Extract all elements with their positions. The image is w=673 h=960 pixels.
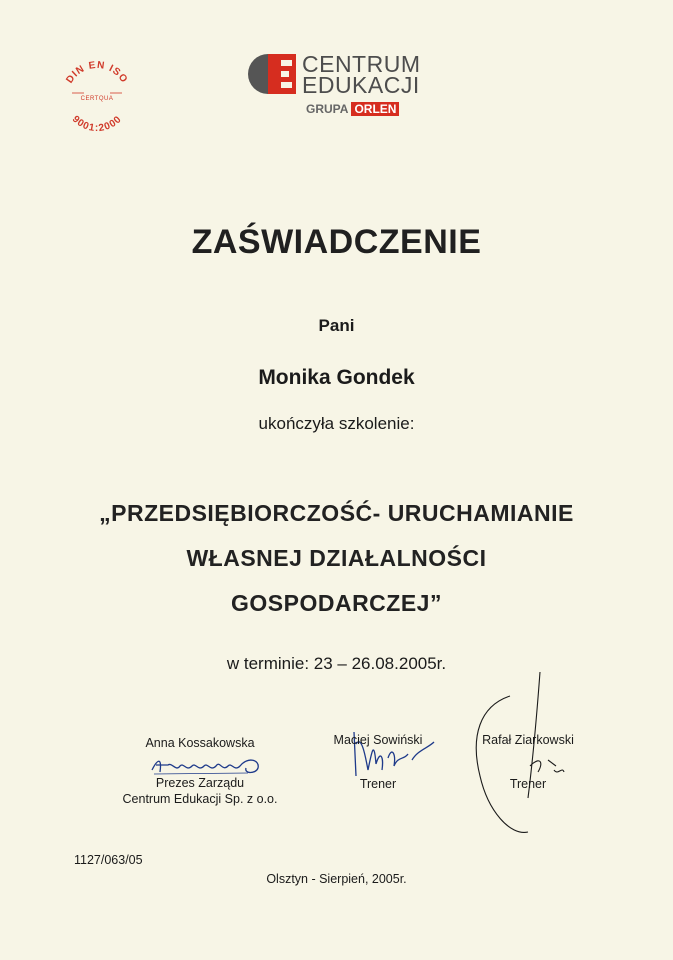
seal-middle-text: CERTQUA xyxy=(80,96,114,102)
logo-text-centrum: CENTRUM xyxy=(302,51,421,77)
salutation: Pani xyxy=(318,316,355,335)
svg-text:9001:2000 xyxy=(70,114,125,134)
seal-bottom-text: 9001:2000 xyxy=(69,113,125,135)
logo-mark-icon xyxy=(246,52,298,96)
reference-number: 1127/063/05 xyxy=(74,853,143,867)
signatory-president xyxy=(110,735,290,807)
signatory-trainer-1 xyxy=(318,732,438,792)
signatory-trainer-2 xyxy=(468,732,588,792)
signatory-company: Centrum Edukacji Sp. z o.o. xyxy=(122,792,278,806)
signatory-role: Prezes Zarządu xyxy=(155,776,245,790)
certificate-title: ZAŚWIADCZENIE xyxy=(191,223,482,261)
signatory-role: Trener xyxy=(509,777,547,791)
logo-grupa-text: GRUPA xyxy=(306,102,349,116)
logo-group-label xyxy=(306,102,399,116)
recipient-name: Monika Gondek xyxy=(258,366,415,389)
signatory-name: Rafał Ziarkowski xyxy=(482,733,574,747)
training-dates: w terminie: 23 – 26.08.2005r. xyxy=(226,654,447,673)
place-and-date: Olsztyn - Sierpień, 2005r. xyxy=(266,872,407,886)
centrum-edukacji-logo xyxy=(246,50,436,122)
signatory-name: Maciej Sowiński xyxy=(333,733,423,747)
svg-text:DIN EN ISO xyxy=(64,60,129,86)
iso-certification-seal xyxy=(58,58,136,136)
logo-text-edukacji: EDUKACJI xyxy=(302,72,420,98)
course-title-line-2: WŁASNEJ DZIAŁALNOŚCI xyxy=(186,545,487,571)
course-title-line-3: GOSPODARCZEJ” xyxy=(231,590,442,616)
logo-orlen-badge: ORLEN xyxy=(351,102,399,116)
course-title-line-1: „PRZEDSIĘBIORCZOŚĆ- URUCHAMIANIE xyxy=(99,500,574,526)
signatory-role: Trener xyxy=(359,777,397,791)
seal-top-text: DIN EN ISO xyxy=(64,59,130,86)
signatory-name: Anna Kossakowska xyxy=(145,736,255,750)
completed-text: ukończyła szkolenie: xyxy=(258,414,415,433)
